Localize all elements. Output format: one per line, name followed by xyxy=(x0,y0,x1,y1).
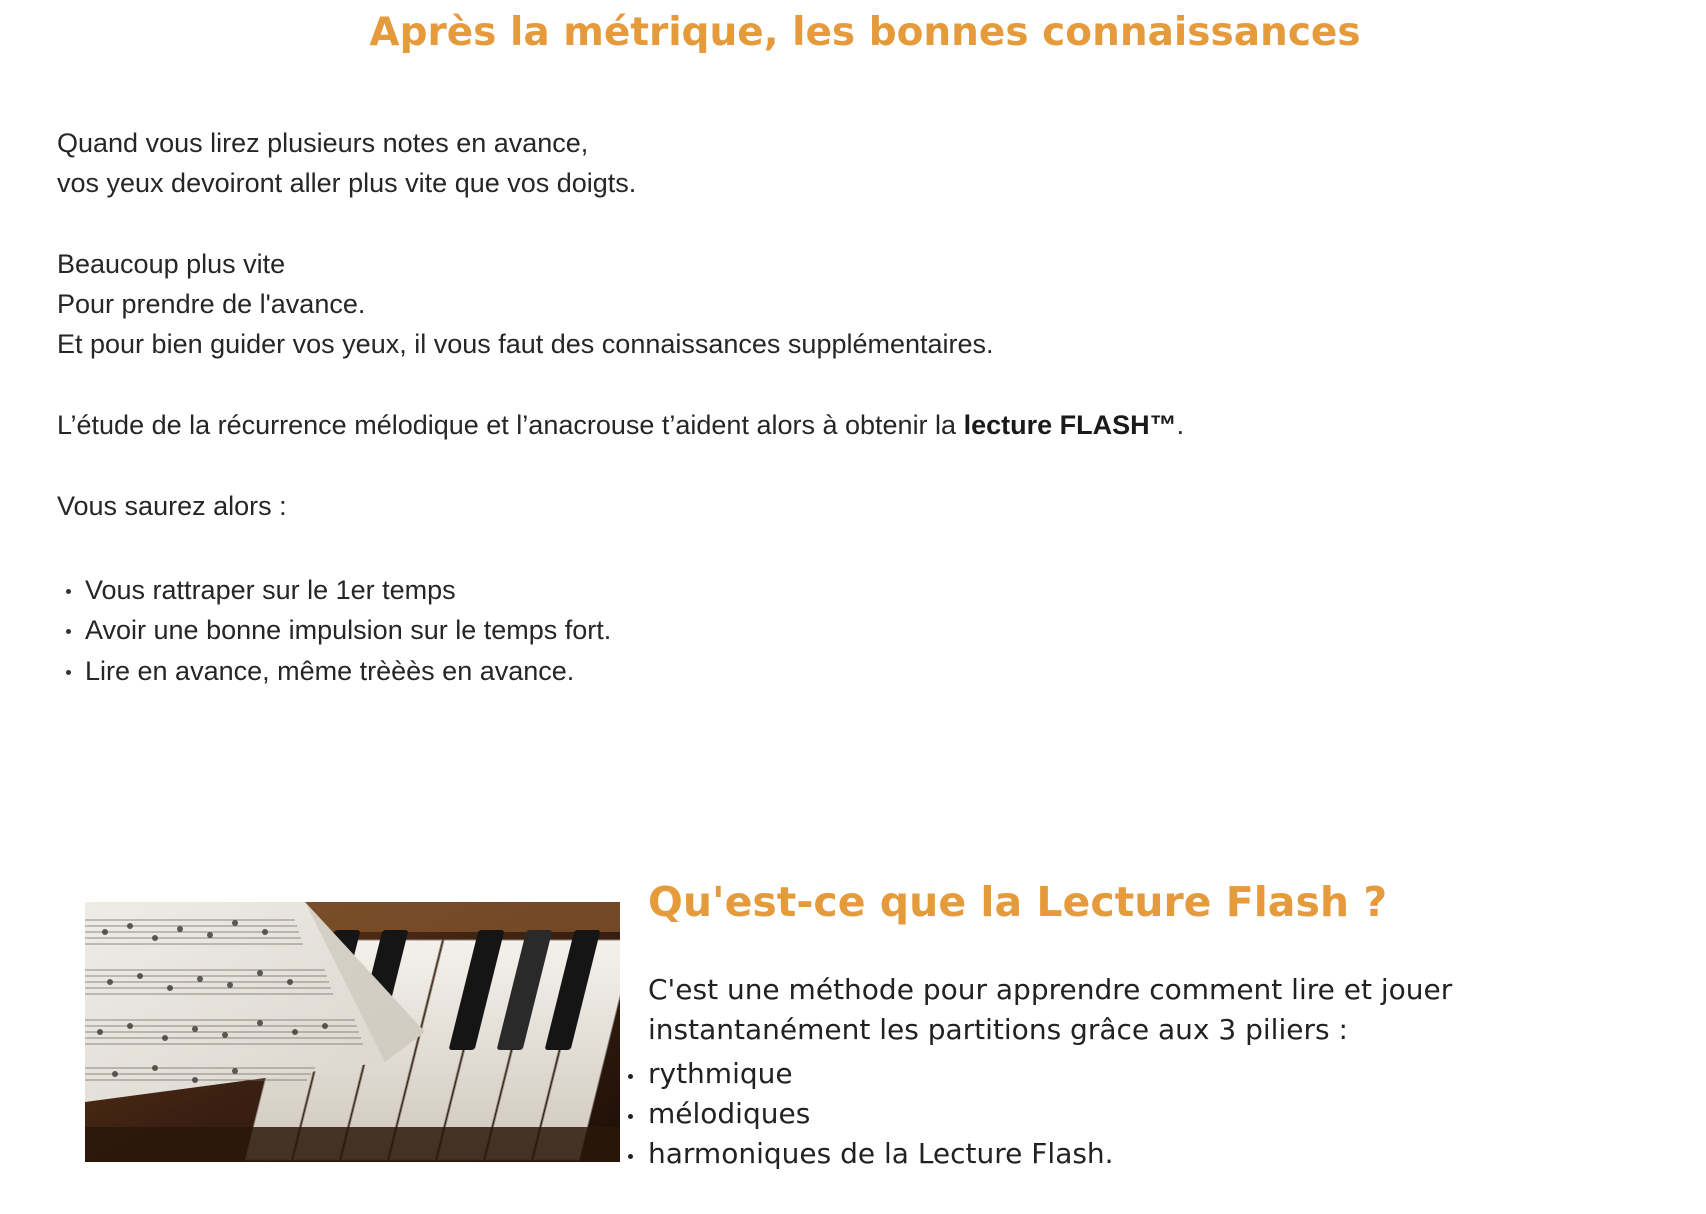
lecture-flash-description xyxy=(648,970,1648,1050)
lecture-flash-sentence xyxy=(57,405,1357,445)
list-item: mélodiques xyxy=(648,1094,1114,1134)
list-item: rythmique xyxy=(648,1054,1114,1094)
vous-saurez-label: Vous saurez alors : xyxy=(57,490,287,521)
intro-line: vos yeux devoiront aller plus vite que vos doigts. xyxy=(57,168,637,199)
sentence-prefix: L’étude de la récurrence mélodique et l’anacrouse t’aident alors à obtenir la xyxy=(57,410,964,441)
section-title-metrique: Après la métrique, les bonnes connaissances xyxy=(369,10,1361,55)
intro-line: Quand vous lirez plusieurs notes en avance, xyxy=(57,128,589,158)
pillars-list xyxy=(648,1054,1114,1174)
benefits-list xyxy=(57,570,611,691)
list-item: Vous rattraper sur le 1er temps xyxy=(85,570,611,610)
intro-text-block xyxy=(57,123,1357,526)
list-item: harmoniques de la Lecture Flash. xyxy=(648,1134,1114,1174)
intro-line: Beaucoup plus vite xyxy=(57,248,286,279)
lecture-flash-bold: lecture FLASH™ xyxy=(963,410,1177,441)
section-title-lecture-flash: Qu'est-ce que la Lecture Flash ? xyxy=(648,878,1388,926)
list-item: Avoir une bonne impulsion sur le temps fort. xyxy=(85,610,611,650)
list-item: Lire en avance, même trèèès en avance. xyxy=(85,651,611,691)
description-line: C'est une méthode pour apprendre comment lire et jouer xyxy=(648,973,1453,1006)
intro-line: Et pour bien guider vos yeux, il vous faut des connaissances supplémentaires. xyxy=(57,329,994,360)
description-line: instantanément les partitions grâce aux 3 piliers : xyxy=(648,1013,1348,1046)
intro-line: Pour prendre de l'avance. xyxy=(57,289,366,320)
piano-sheet-music-image xyxy=(85,902,620,1162)
sentence-suffix: . xyxy=(1176,410,1185,441)
